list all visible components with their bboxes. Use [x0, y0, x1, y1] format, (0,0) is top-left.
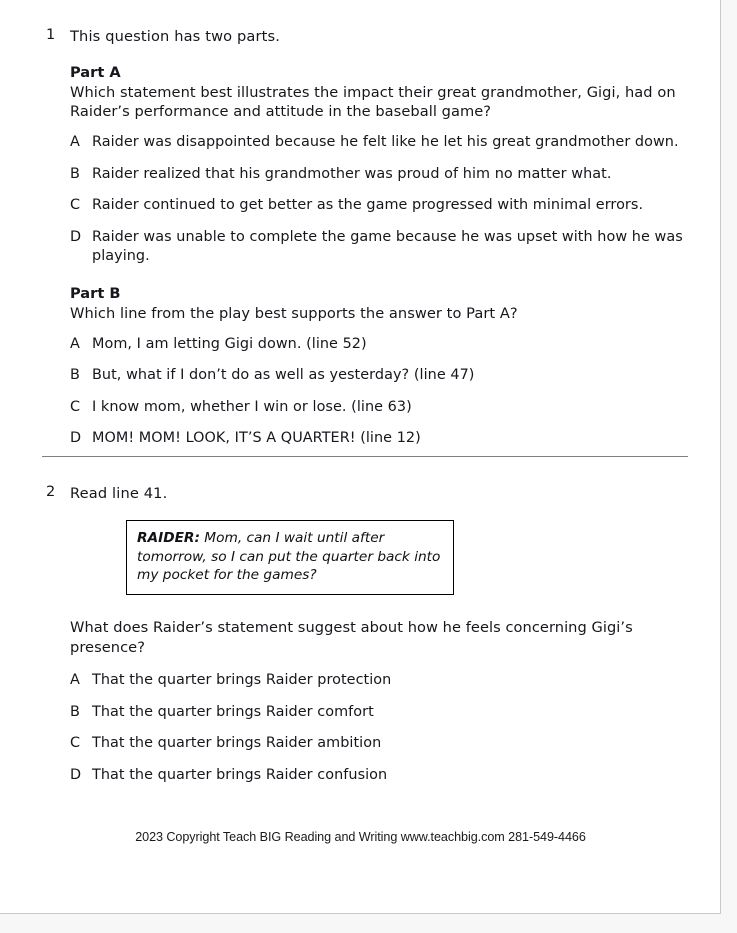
choice-option[interactable]: [70, 398, 682, 418]
choice-letter: A: [70, 335, 80, 352]
choice-letter: D: [70, 766, 82, 783]
choice-text: But, what if I don’t do as well as yesterday? (line 47): [92, 367, 475, 383]
choice-letter: A: [70, 672, 80, 688]
section-divider: [42, 456, 688, 457]
question-2-choices: [70, 671, 721, 785]
choice-text: Raider continued to get better as the game progressed with minimal errors.: [92, 197, 644, 213]
choice-text: Raider was disappointed because he felt like he let his great grandmother down.: [92, 134, 679, 150]
part-b-label: Part B: [70, 284, 121, 302]
choice-letter: D: [70, 228, 82, 245]
choice-option[interactable]: [70, 228, 686, 267]
choice-text: Mom, I am letting Gigi down. (line 52): [92, 335, 367, 352]
choice-option[interactable]: [70, 429, 682, 449]
question-2-stem: Read line 41.: [70, 485, 168, 502]
question-1-number: 1: [46, 27, 56, 43]
choice-letter: C: [70, 398, 81, 415]
question-2-prompt: What does Raider’s statement suggest about how he feels concerning Gigi’s presence?: [70, 619, 633, 656]
choice-text: Raider realized that his grandmother was proud of him no matter what.: [92, 165, 612, 182]
part-a-choices: [70, 133, 721, 267]
part-b-prompt: Which line from the play best supports the answer to Part A?: [70, 304, 518, 322]
quote-body: Mom, can I wait until after tomorrow, so I can put the quarter back into my pocket for the games?: [137, 530, 441, 584]
copyright-footer: 2023 Copyright Teach BIG Reading and Writing www.teachbig.com 281-549-4466: [135, 830, 586, 844]
question-1-stem: This question has two parts.: [70, 28, 281, 45]
choice-text: That the quarter brings Raider confusion: [92, 766, 388, 783]
choice-text: That the quarter brings Raider protection: [92, 672, 392, 688]
choice-option[interactable]: [70, 335, 682, 355]
question-1: [0, 26, 721, 449]
question-1-header: [0, 26, 721, 449]
choice-letter: C: [70, 197, 81, 213]
choice-letter: B: [70, 367, 80, 383]
part-a-prompt: Which statement best illustrates the impact their great grandmother, Gigi, had on Raider’s performance and attitude in the baseball game?: [70, 84, 676, 120]
choice-option[interactable]: [70, 703, 682, 723]
quote-box: [126, 520, 454, 595]
choice-letter: B: [70, 703, 80, 720]
choice-letter: D: [70, 430, 82, 446]
question-2: [0, 483, 721, 785]
choice-letter: A: [70, 134, 80, 150]
question-2-number: 2: [46, 484, 56, 500]
choice-text: That the quarter brings Raider comfort: [92, 703, 374, 720]
quote-speaker: RAIDER:: [137, 530, 200, 546]
quote-text: [137, 529, 443, 585]
choice-text: That the quarter brings Raider ambition: [92, 735, 382, 751]
choice-option[interactable]: [70, 165, 686, 185]
choice-text: Raider was unable to complete the game because he was upset with how he was playing.: [92, 228, 683, 264]
choice-option[interactable]: [70, 734, 682, 754]
choice-text: MOM! MOM! LOOK, IT’S A QUARTER! (line 12): [92, 430, 421, 446]
choice-text: I know mom, whether I win or lose. (line 63): [92, 398, 412, 415]
part-a-label: Part A: [70, 64, 121, 81]
choice-option[interactable]: [70, 196, 686, 216]
question-2-header: [0, 483, 721, 785]
part-b-choices: [70, 335, 721, 449]
choice-option[interactable]: [70, 366, 682, 386]
choice-letter: C: [70, 735, 81, 751]
choice-option[interactable]: [70, 133, 686, 153]
choice-letter: B: [70, 165, 80, 182]
choice-option[interactable]: [70, 671, 682, 691]
choice-option[interactable]: [70, 766, 682, 786]
